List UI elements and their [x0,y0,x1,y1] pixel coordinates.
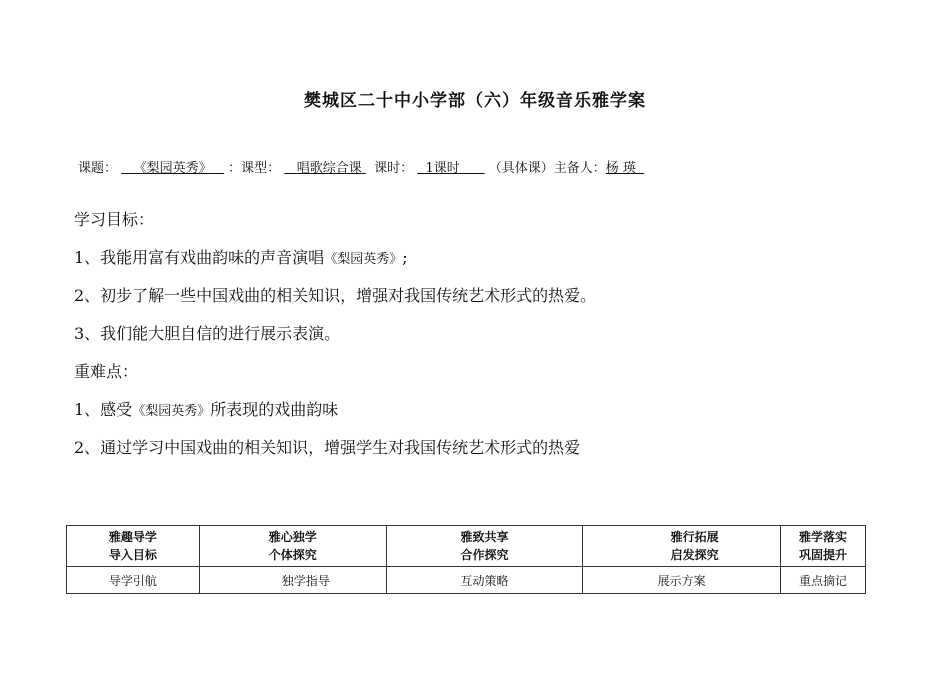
lesson-meta [78,157,644,176]
topic-label: 课题： [78,161,118,176]
goals-heading: 学习目标： [74,210,155,229]
table-row [67,567,866,594]
hours-label: 课时： [374,161,414,176]
goal-item: 2、初步了解一些中国戏曲的相关知识，增强对我国传统艺术形式的热爱。 [74,286,597,305]
lesson-plan-table [66,525,866,594]
table-header-cell: 雅行拓展 启发探究 [583,526,781,567]
hours-value: 1课时 [425,161,460,176]
table-header-cell: 雅学落实 巩固提升 [781,526,866,567]
keypoint-item: 2、通过学习中国戏曲的相关知识，增强学生对我国传统艺术形式的热爱 [74,438,581,457]
table-cell: 导学引航 [67,567,200,594]
type-value: 唱歌综合课 [296,161,362,176]
table-header-cell: 雅致共享 合作探究 [386,526,583,567]
goal-item: 1、我能用富有戏曲韵味的声音演唱《梨园英秀》; [74,248,408,267]
topic-value: 《梨园英秀》 [133,161,212,176]
lesson-body [74,208,596,474]
table-header-row [67,526,866,567]
table-header-cell: 雅心独学 个体探究 [199,526,386,567]
table-cell: 互动策略 [386,567,583,594]
table-header-cell: 雅趣导学 导入目标 [67,526,200,567]
table-cell: 重点摘记 [781,567,866,594]
page-title: 樊城区二十中小学部（六）年级音乐雅学案 [304,91,646,111]
keypoints-heading: 重难点： [74,362,139,381]
type-label: ：课型： [228,161,281,176]
keypoint-item: 1、感受《梨园英秀》所表现的戏曲韵味 [74,400,339,419]
author-value: 杨 瑛 [605,161,636,176]
table-cell: 独学指导 [199,567,386,594]
goal-item: 3、我们能大胆自信的进行展示表演。 [74,324,341,343]
table-cell: 展示方案 [583,567,781,594]
author-label: （具体课）主备人： [488,161,606,176]
